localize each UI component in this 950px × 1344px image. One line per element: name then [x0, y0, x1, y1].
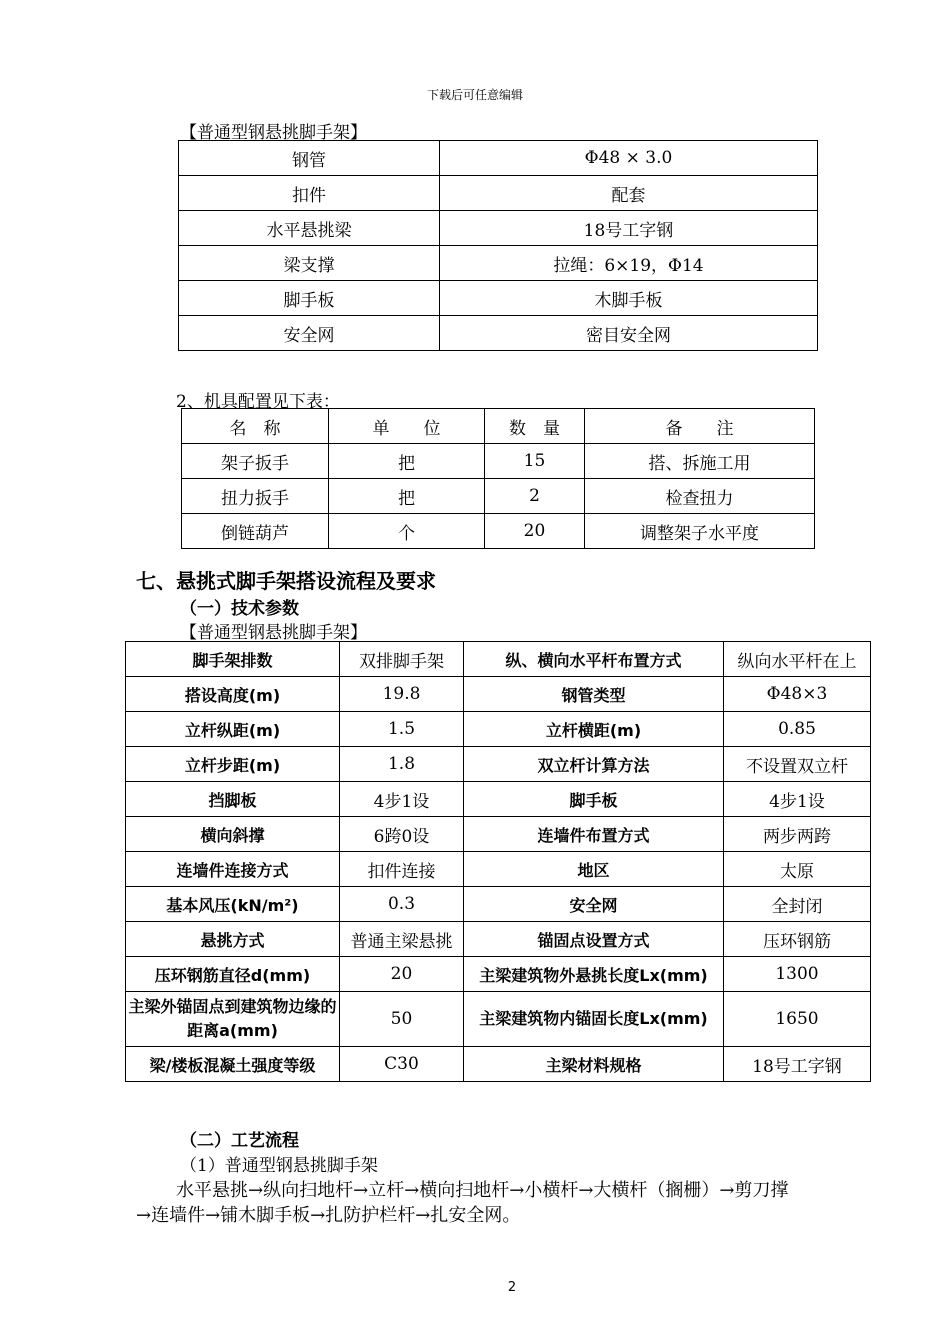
material-table	[178, 140, 818, 351]
table-cell: 水平悬挑梁	[179, 211, 440, 246]
process-line-1: 水平悬挑→纵向扫地杆→立杆→横向扫地杆→小横杆→大横杆（搁栅）→剪刀撑	[176, 1180, 789, 1201]
table-cell: 18号工字钢	[440, 211, 818, 246]
table-cell: 挡脚板	[126, 782, 340, 817]
table-cell: 梁支撑	[179, 246, 440, 281]
table-cell: 纵、横向水平杆布置方式	[464, 642, 724, 677]
table-cell: 19.8	[340, 677, 464, 712]
table-row	[126, 992, 871, 1047]
header-cell: 备 注	[585, 409, 815, 444]
table-cell: 主梁材料规格	[464, 1047, 724, 1082]
table-cell: 不设置双立杆	[724, 747, 871, 782]
section-7-title: 七、悬挑式脚手架搭设流程及要求	[136, 569, 436, 593]
table-cell: Φ48 × 3.0	[440, 141, 818, 176]
table-cell: 锚固点设置方式	[464, 922, 724, 957]
tech-params-table	[125, 641, 871, 1082]
table-cell: 太原	[724, 852, 871, 887]
table-cell: 0.85	[724, 712, 871, 747]
table-row	[126, 1047, 871, 1082]
process-subtitle: （1）普通型钢悬挑脚手架	[180, 1156, 378, 1176]
table-cell: 基本风压(kN/m²)	[126, 887, 340, 922]
table-cell: 1300	[724, 957, 871, 992]
table-cell: 把	[329, 479, 485, 514]
header-cell: 数 量	[485, 409, 585, 444]
table-cell: 安全网	[464, 887, 724, 922]
table-cell: 4步1设	[724, 782, 871, 817]
table-row	[126, 712, 871, 747]
table-row	[182, 479, 815, 514]
table-cell: 钢管	[179, 141, 440, 176]
table-cell: 18号工字钢	[724, 1047, 871, 1082]
table-cell: 主梁建筑物内锚固长度Lx(mm)	[464, 992, 724, 1047]
table-cell: 脚手板	[464, 782, 724, 817]
table-row	[179, 281, 818, 316]
table-cell: 把	[329, 444, 485, 479]
table-row	[126, 957, 871, 992]
table-cell: 悬挑方式	[126, 922, 340, 957]
table-cell: 2	[485, 479, 585, 514]
table-cell: 地区	[464, 852, 724, 887]
table-row	[179, 176, 818, 211]
table-header-row	[182, 409, 815, 444]
tools-intro: 2、机具配置见下表：	[176, 392, 340, 412]
process-line-2: →连墙件→铺木脚手板→扎防护栏杆→扎安全网。	[136, 1205, 521, 1226]
table-cell: 拉绳：6×19，Φ14	[440, 246, 818, 281]
table-cell: 主梁建筑物外悬挑长度Lx(mm)	[464, 957, 724, 992]
table-cell: 4步1设	[340, 782, 464, 817]
header-cell: 名 称	[182, 409, 329, 444]
table-cell: 扣件连接	[340, 852, 464, 887]
table-cell: C30	[340, 1047, 464, 1082]
table-row	[126, 922, 871, 957]
table-cell: 安全网	[179, 316, 440, 351]
page-number: 2	[507, 1280, 517, 1295]
table-cell: 搭设高度(m)	[126, 677, 340, 712]
table-row	[126, 747, 871, 782]
table-row	[126, 677, 871, 712]
table-cell: 脚手架排数	[126, 642, 340, 677]
table-cell: 连墙件布置方式	[464, 817, 724, 852]
table-cell: 1.5	[340, 712, 464, 747]
table-cell: 全封闭	[724, 887, 871, 922]
table-cell: 立杆纵距(m)	[126, 712, 340, 747]
table-row	[126, 642, 871, 677]
table-cell: Φ48×3	[724, 677, 871, 712]
section-label-2: 【普通型钢悬挑脚手架】	[180, 623, 367, 643]
table-row	[179, 246, 818, 281]
process-title: （二）工艺流程	[180, 1131, 299, 1151]
table-cell: 50	[340, 992, 464, 1047]
table-cell: 立杆步距(m)	[126, 747, 340, 782]
table-cell: 6跨0设	[340, 817, 464, 852]
table-cell: 1.8	[340, 747, 464, 782]
table-cell: 压环钢筋	[724, 922, 871, 957]
table-cell: 钢管类型	[464, 677, 724, 712]
table-cell: 20	[485, 514, 585, 549]
tech-params-title: （一）技术参数	[180, 599, 299, 619]
table-row	[126, 817, 871, 852]
table-cell: 1650	[724, 992, 871, 1047]
table-cell: 梁/楼板混凝土强度等级	[126, 1047, 340, 1082]
table-cell: 扣件	[179, 176, 440, 211]
table-row	[179, 141, 818, 176]
table-cell: 横向斜撑	[126, 817, 340, 852]
section-label-1: 【普通型钢悬挑脚手架】	[180, 123, 367, 143]
table-row	[126, 852, 871, 887]
table-row	[126, 782, 871, 817]
table-cell: 普通主梁悬挑	[340, 922, 464, 957]
table-cell: 扭力扳手	[182, 479, 329, 514]
table-cell: 主梁外锚固点到建筑物边缘的距离a(mm)	[126, 992, 340, 1047]
table-cell: 0.3	[340, 887, 464, 922]
table-cell: 个	[329, 514, 485, 549]
tools-table	[181, 408, 815, 549]
table-cell: 调整架子水平度	[585, 514, 815, 549]
table-cell: 配套	[440, 176, 818, 211]
table-cell: 立杆横距(m)	[464, 712, 724, 747]
table-cell: 纵向水平杆在上	[724, 642, 871, 677]
table-row	[126, 887, 871, 922]
table-cell: 架子扳手	[182, 444, 329, 479]
table-cell: 搭、拆施工用	[585, 444, 815, 479]
table-row	[182, 444, 815, 479]
table-cell: 脚手板	[179, 281, 440, 316]
table-row	[179, 316, 818, 351]
table-cell: 木脚手板	[440, 281, 818, 316]
table-cell: 压环钢筋直径d(mm)	[126, 957, 340, 992]
table-row	[179, 211, 818, 246]
table-cell: 双排脚手架	[340, 642, 464, 677]
header-note: 下载后可任意编辑	[426, 88, 523, 102]
table-cell: 15	[485, 444, 585, 479]
table-cell: 双立杆计算方法	[464, 747, 724, 782]
table-cell: 两步两跨	[724, 817, 871, 852]
table-cell: 连墙件连接方式	[126, 852, 340, 887]
header-cell: 单 位	[329, 409, 485, 444]
table-row	[182, 514, 815, 549]
table-cell: 检查扭力	[585, 479, 815, 514]
table-cell: 倒链葫芦	[182, 514, 329, 549]
table-cell: 20	[340, 957, 464, 992]
table-cell: 密目安全网	[440, 316, 818, 351]
